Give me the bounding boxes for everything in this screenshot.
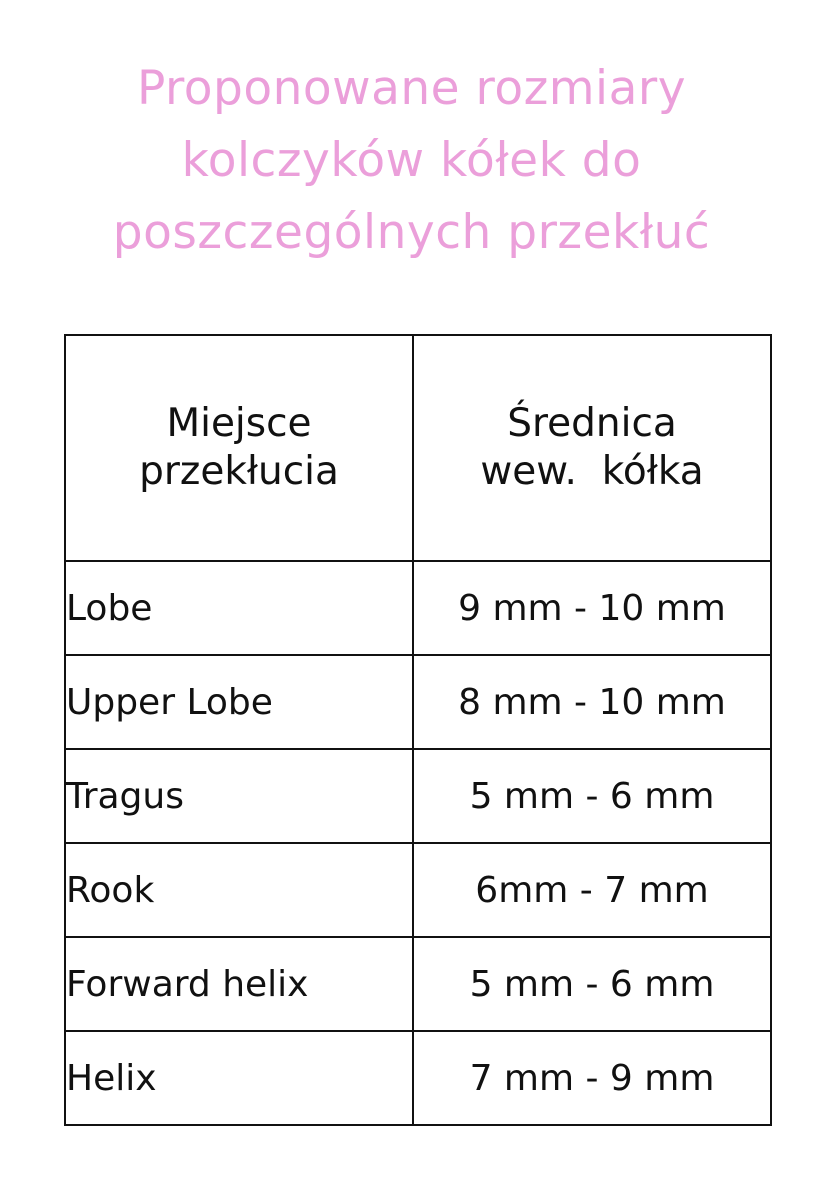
table-row [65, 655, 771, 749]
size-table [64, 334, 772, 1126]
row-inner-diameter: 5 mm - 6 mm [413, 937, 771, 1031]
page-title [0, 53, 823, 269]
header-piercing-place-line-2: przekłucia [139, 449, 339, 494]
header-inner-diameter [413, 335, 771, 561]
row-piercing-place: Forward helix [65, 937, 413, 1031]
page-title-line-1: Proponowane rozmiary [136, 61, 687, 117]
row-piercing-place: Upper Lobe [65, 655, 413, 749]
row-inner-diameter: 7 mm - 9 mm [413, 1031, 771, 1125]
table-row [65, 749, 771, 843]
table-row [65, 937, 771, 1031]
header-piercing-place-line-1: Miejsce [166, 401, 312, 446]
row-inner-diameter: 9 mm - 10 mm [413, 561, 771, 655]
row-inner-diameter: 6mm - 7 mm [413, 843, 771, 937]
row-inner-diameter: 8 mm - 10 mm [413, 655, 771, 749]
header-inner-diameter-line-1: Średnica [507, 401, 677, 446]
table-row [65, 843, 771, 937]
table-row [65, 1031, 771, 1125]
table-row [65, 561, 771, 655]
row-piercing-place: Rook [65, 843, 413, 937]
row-piercing-place: Helix [65, 1031, 413, 1125]
table-header-row [65, 335, 771, 561]
row-piercing-place: Lobe [65, 561, 413, 655]
header-inner-diameter-line-2: wew. kółka [480, 449, 704, 494]
row-piercing-place: Tragus [65, 749, 413, 843]
page-title-line-3: poszczególnych przekłuć [112, 205, 711, 261]
page-title-line-2: kolczyków kółek do [181, 133, 642, 189]
row-inner-diameter: 5 mm - 6 mm [413, 749, 771, 843]
header-piercing-place [65, 335, 413, 561]
